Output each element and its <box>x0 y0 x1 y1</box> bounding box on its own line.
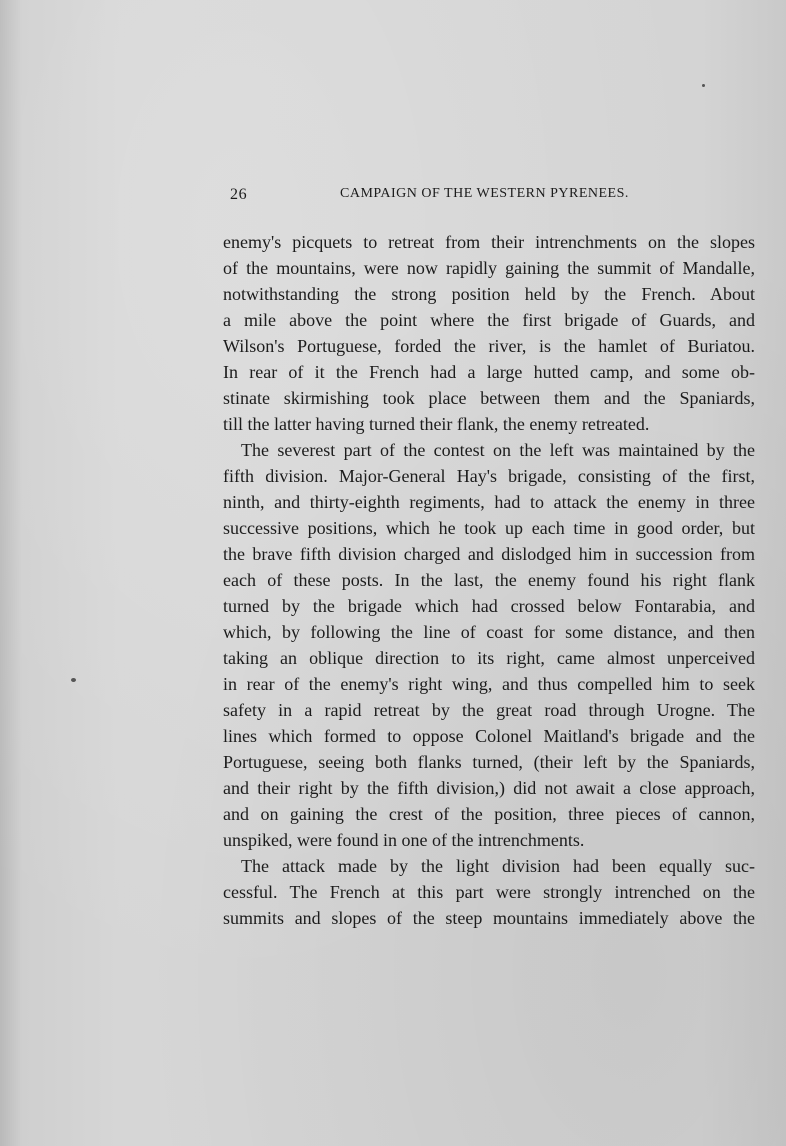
text-line: till the latter having turned their flank, the enemy retreated. <box>223 414 650 434</box>
text-line: in rear of the enemy's right wing, and thus compelled him to seek <box>223 674 755 694</box>
text-line: lines which formed to oppose Colonel Maitland's brigade and the <box>223 726 755 746</box>
text-line: ninth, and thirty-eighth regiments, had to attack the enemy in three <box>223 492 755 512</box>
text-line: cessful. The French at this part were strongly intrenched on the <box>223 882 755 902</box>
body-text <box>223 229 755 931</box>
text-line: taking an oblique direction to its right, came almost unperceived <box>223 648 755 668</box>
text-line: The severest part of the contest on the left was maintained by the <box>241 440 755 460</box>
text-line: each of these posts. In the last, the enemy found his right flank <box>223 570 755 590</box>
text-line: a mile above the point where the first brigade of Guards, and <box>223 310 755 330</box>
ink-speck <box>702 84 705 87</box>
page-header <box>230 186 654 210</box>
text-line: Portuguese, seeing both flanks turned, (their left by the Spaniards, <box>223 752 755 772</box>
text-line: and their right by the fifth division,) did not await a close approach, <box>223 778 755 798</box>
ink-speck <box>71 678 76 682</box>
text-line: enemy's picquets to retreat from their intrenchments on the slopes <box>223 232 755 252</box>
text-line: successive positions, which he took up each time in good order, but <box>223 518 755 538</box>
text-line: the brave fifth division charged and dislodged him in succession from <box>223 544 755 564</box>
text-line: which, by following the line of coast for some distance, and then <box>223 622 755 642</box>
running-title: CAMPAIGN OF THE WESTERN PYRENEES. <box>340 186 629 201</box>
text-line: summits and slopes of the steep mountains immediately above the <box>223 908 755 928</box>
text-line: safety in a rapid retreat by the great road through Urogne. The <box>223 700 755 720</box>
text-line: Wilson's Portuguese, forded the river, is the hamlet of Buriatou. <box>223 336 755 356</box>
text-line: turned by the brigade which had crossed below Fontarabia, and <box>223 596 755 616</box>
text-line: notwithstanding the strong position held by the French. About <box>223 284 755 304</box>
text-line: fifth division. Major-General Hay's brigade, consisting of the first, <box>223 466 755 486</box>
text-line: In rear of it the French had a large hutted camp, and some ob- <box>223 362 755 382</box>
text-line: The attack made by the light division had been equally suc- <box>241 856 755 876</box>
text-line: and on gaining the crest of the position, three pieces of cannon, <box>223 804 755 824</box>
page-number: 26 <box>230 186 248 203</box>
text-line: unspiked, were found in one of the intrenchments. <box>223 830 585 850</box>
text-line: stinate skirmishing took place between them and the Spaniards, <box>223 388 755 408</box>
text-line: of the mountains, were now rapidly gaining the summit of Mandalle, <box>223 258 755 278</box>
